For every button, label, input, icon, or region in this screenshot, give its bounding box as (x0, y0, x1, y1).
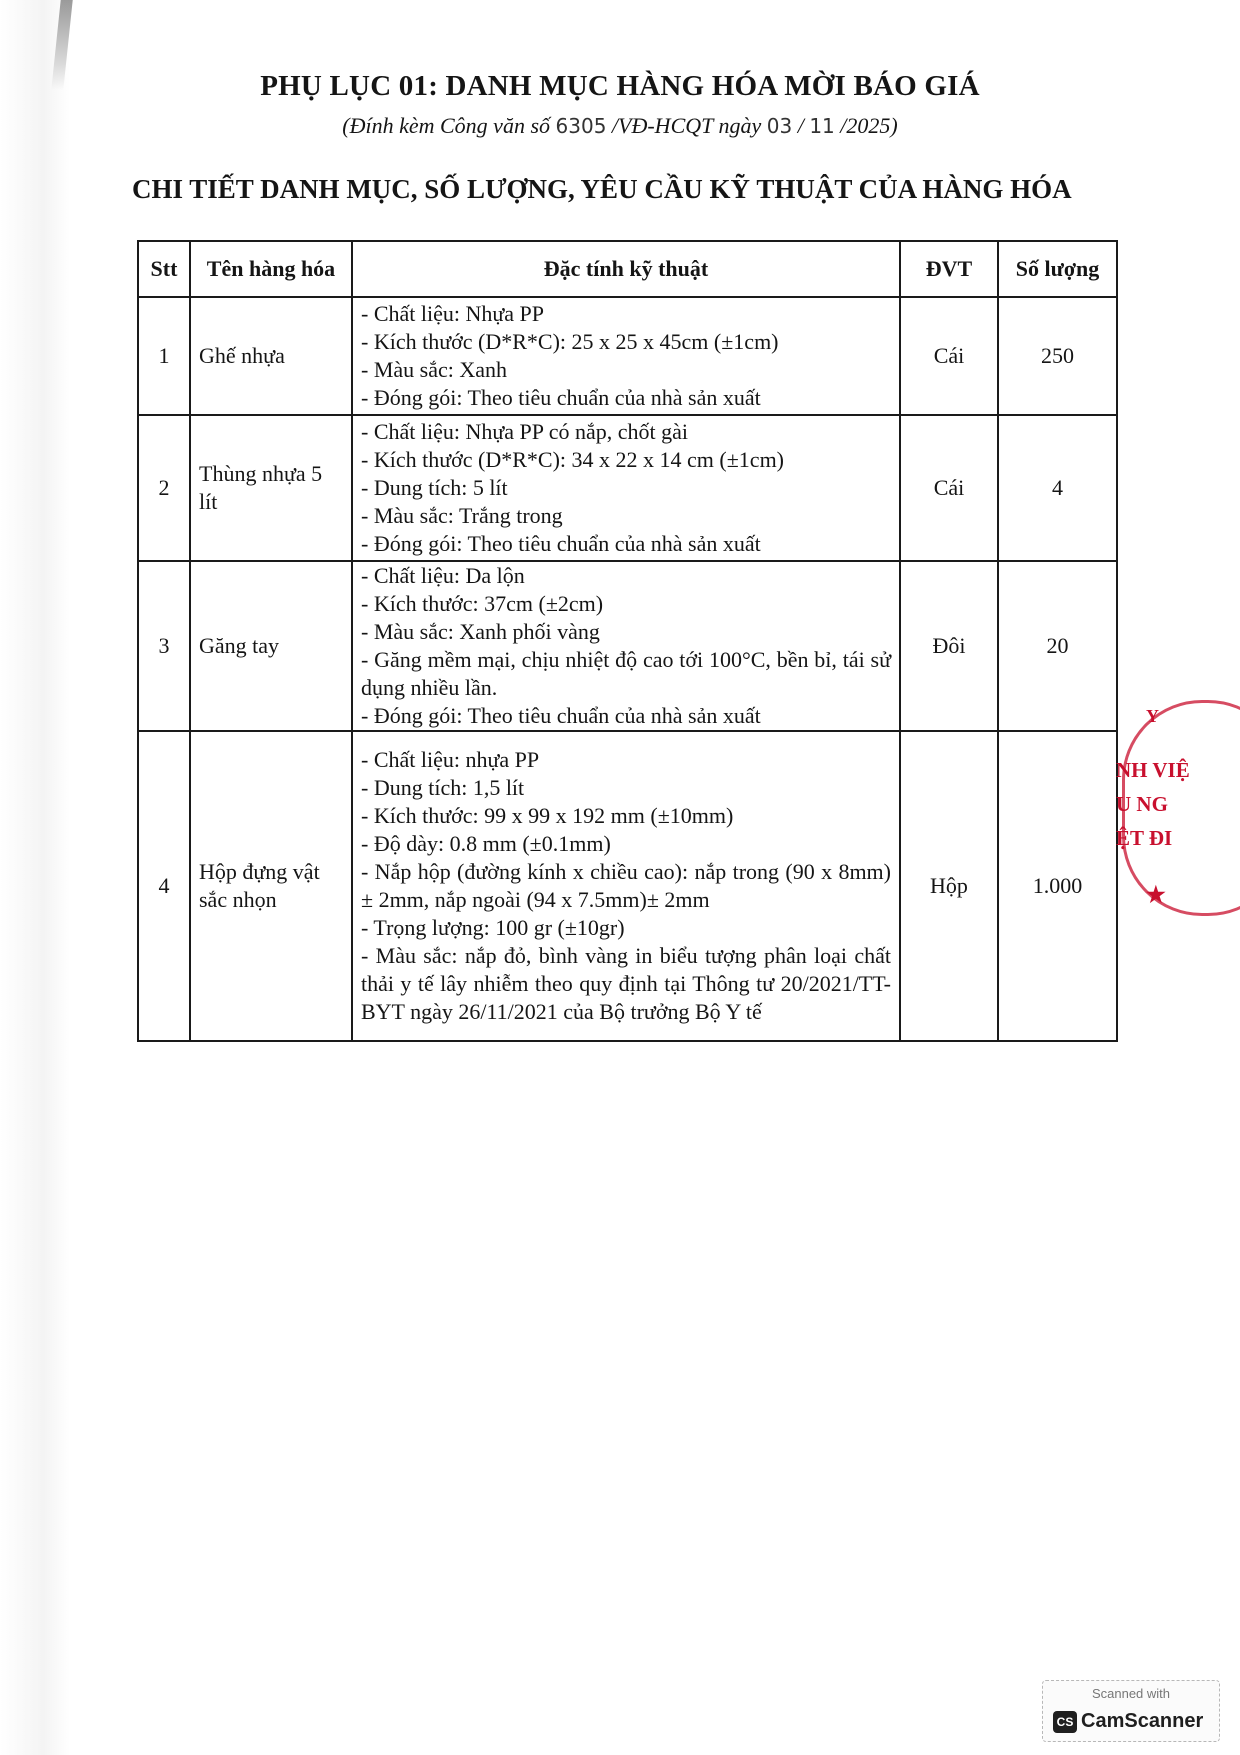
watermark-caption: Scanned with (1091, 1686, 1171, 1701)
star-icon: ★ (1146, 882, 1166, 907)
stamp-text: ỆT ĐI (1116, 826, 1173, 850)
cell-qty: 4 (998, 415, 1117, 561)
cell-name: Găng tay (190, 561, 352, 731)
watermark-brand: CamScanner (1081, 1710, 1204, 1732)
table-row (138, 415, 1117, 561)
spec-line: - Nắp hộp (đường kính x chiều cao): nắp trong (90 x 8mm)± 2mm, nắp ngoài (94 x 7.5mm)± 2mm (361, 859, 891, 912)
subtitle-year: /2025) (840, 113, 898, 138)
table-header-row (138, 241, 1117, 297)
spec-line: - Kích thước (D*R*C): 25 x 25 x 45cm (±1cm) (361, 329, 779, 354)
cell-stt: 2 (138, 415, 190, 561)
header-spec: Đặc tính kỹ thuật (352, 241, 900, 297)
spec-line: - Kích thước: 37cm (±2cm) (361, 591, 604, 616)
cell-spec (352, 561, 900, 731)
spec-line: - Dung tích: 5 lít (361, 475, 508, 500)
spec-line: - Màu sắc: nắp đỏ, bình vàng in biểu tượng phân loại chất thải y tế lây nhiễm theo quy định tại Thông tư 20/2021/TT-BYT ngày 26/11/2021 của Bộ trưởng Bộ Y tế (361, 943, 891, 1024)
page-title: PHỤ LỤC 01: DANH MỤC HÀNG HÓA MỜI BÁO GIÁ (260, 70, 980, 102)
cell-spec (352, 415, 900, 561)
cell-qty: 20 (998, 561, 1117, 731)
spec-line: - Màu sắc: Xanh (361, 357, 508, 382)
page-subtitle (120, 113, 1120, 139)
subtitle-ref: /VĐ-HCQT ngày (611, 113, 762, 138)
spec-line: - Đóng gói: Theo tiêu chuẩn của nhà sản xuất (361, 703, 761, 728)
cell-name: Ghế nhựa (190, 297, 352, 415)
spec-line: - Màu sắc: Xanh phối vàng (361, 619, 600, 644)
table-row (138, 561, 1117, 731)
cell-unit: Hộp (900, 731, 998, 1041)
cell-qty: 250 (998, 297, 1117, 415)
spec-line: - Kích thước (D*R*C): 34 x 22 x 14 cm (±1cm) (361, 447, 785, 472)
handwritten-doc-number: 6305 (555, 114, 607, 138)
handwritten-month: 11 (809, 114, 835, 138)
spec-line: - Chất liệu: Nhựa PP có nắp, chốt gài (361, 419, 688, 444)
spec-line: - Chất liệu: nhựa PP (361, 747, 540, 772)
spec-line: - Trọng lượng: 100 gr (±10gr) (361, 915, 625, 940)
cell-name: Hộp đựng vật sắc nhọn (190, 731, 352, 1041)
cell-unit: Đôi (900, 561, 998, 731)
camscanner-watermark (1042, 1680, 1220, 1742)
red-stamp (1110, 700, 1240, 910)
stamp-text: NH VIỆ (1116, 758, 1190, 782)
subtitle-prefix: (Đính kèm Công văn số (342, 113, 551, 138)
section-heading: CHI TIẾT DANH MỤC, SỐ LƯỢNG, YÊU CẦU KỸ THUẬT CỦA HÀNG HÓA (132, 174, 1072, 204)
table-row (138, 731, 1117, 1041)
spec-line: - Kích thước: 99 x 99 x 192 mm (±10mm) (361, 803, 734, 828)
stamp-text: Y (1146, 706, 1159, 726)
scan-shadow-edge (0, 0, 70, 1755)
date-separator: / (797, 113, 804, 138)
cell-spec (352, 297, 900, 415)
spec-line: - Đóng gói: Theo tiêu chuẩn của nhà sản xuất (361, 531, 761, 556)
goods-table (137, 240, 1118, 1042)
cell-unit: Cái (900, 297, 998, 415)
cell-qty: 1.000 (998, 731, 1117, 1041)
cell-stt: 3 (138, 561, 190, 731)
cell-stt: 4 (138, 731, 190, 1041)
header-stt: Stt (138, 241, 190, 297)
spec-line: - Đóng gói: Theo tiêu chuẩn của nhà sản xuất (361, 385, 761, 410)
spec-line: - Độ dày: 0.8 mm (±0.1mm) (361, 831, 611, 856)
spec-line: - Dung tích: 1,5 lít (361, 775, 525, 800)
cell-unit: Cái (900, 415, 998, 561)
header-unit: ĐVT (900, 241, 998, 297)
camscanner-logo-icon: CS (1053, 1711, 1077, 1733)
spec-line: - Găng mềm mại, chịu nhiệt độ cao tới 100°C, bền bỉ, tái sử dụng nhiều lần. (361, 647, 891, 700)
header-name: Tên hàng hóa (190, 241, 352, 297)
cell-stt: 1 (138, 297, 190, 415)
spec-line: - Chất liệu: Da lộn (361, 563, 525, 588)
table-row (138, 297, 1117, 415)
header-qty: Số lượng (998, 241, 1117, 297)
handwritten-day: 03 (766, 114, 793, 138)
spec-line: - Màu sắc: Trắng trong (361, 503, 563, 528)
cell-name: Thùng nhựa 5 lít (190, 415, 352, 561)
stamp-text: U NG (1116, 792, 1168, 816)
spec-line: - Chất liệu: Nhựa PP (361, 301, 545, 326)
cell-spec (352, 731, 900, 1041)
